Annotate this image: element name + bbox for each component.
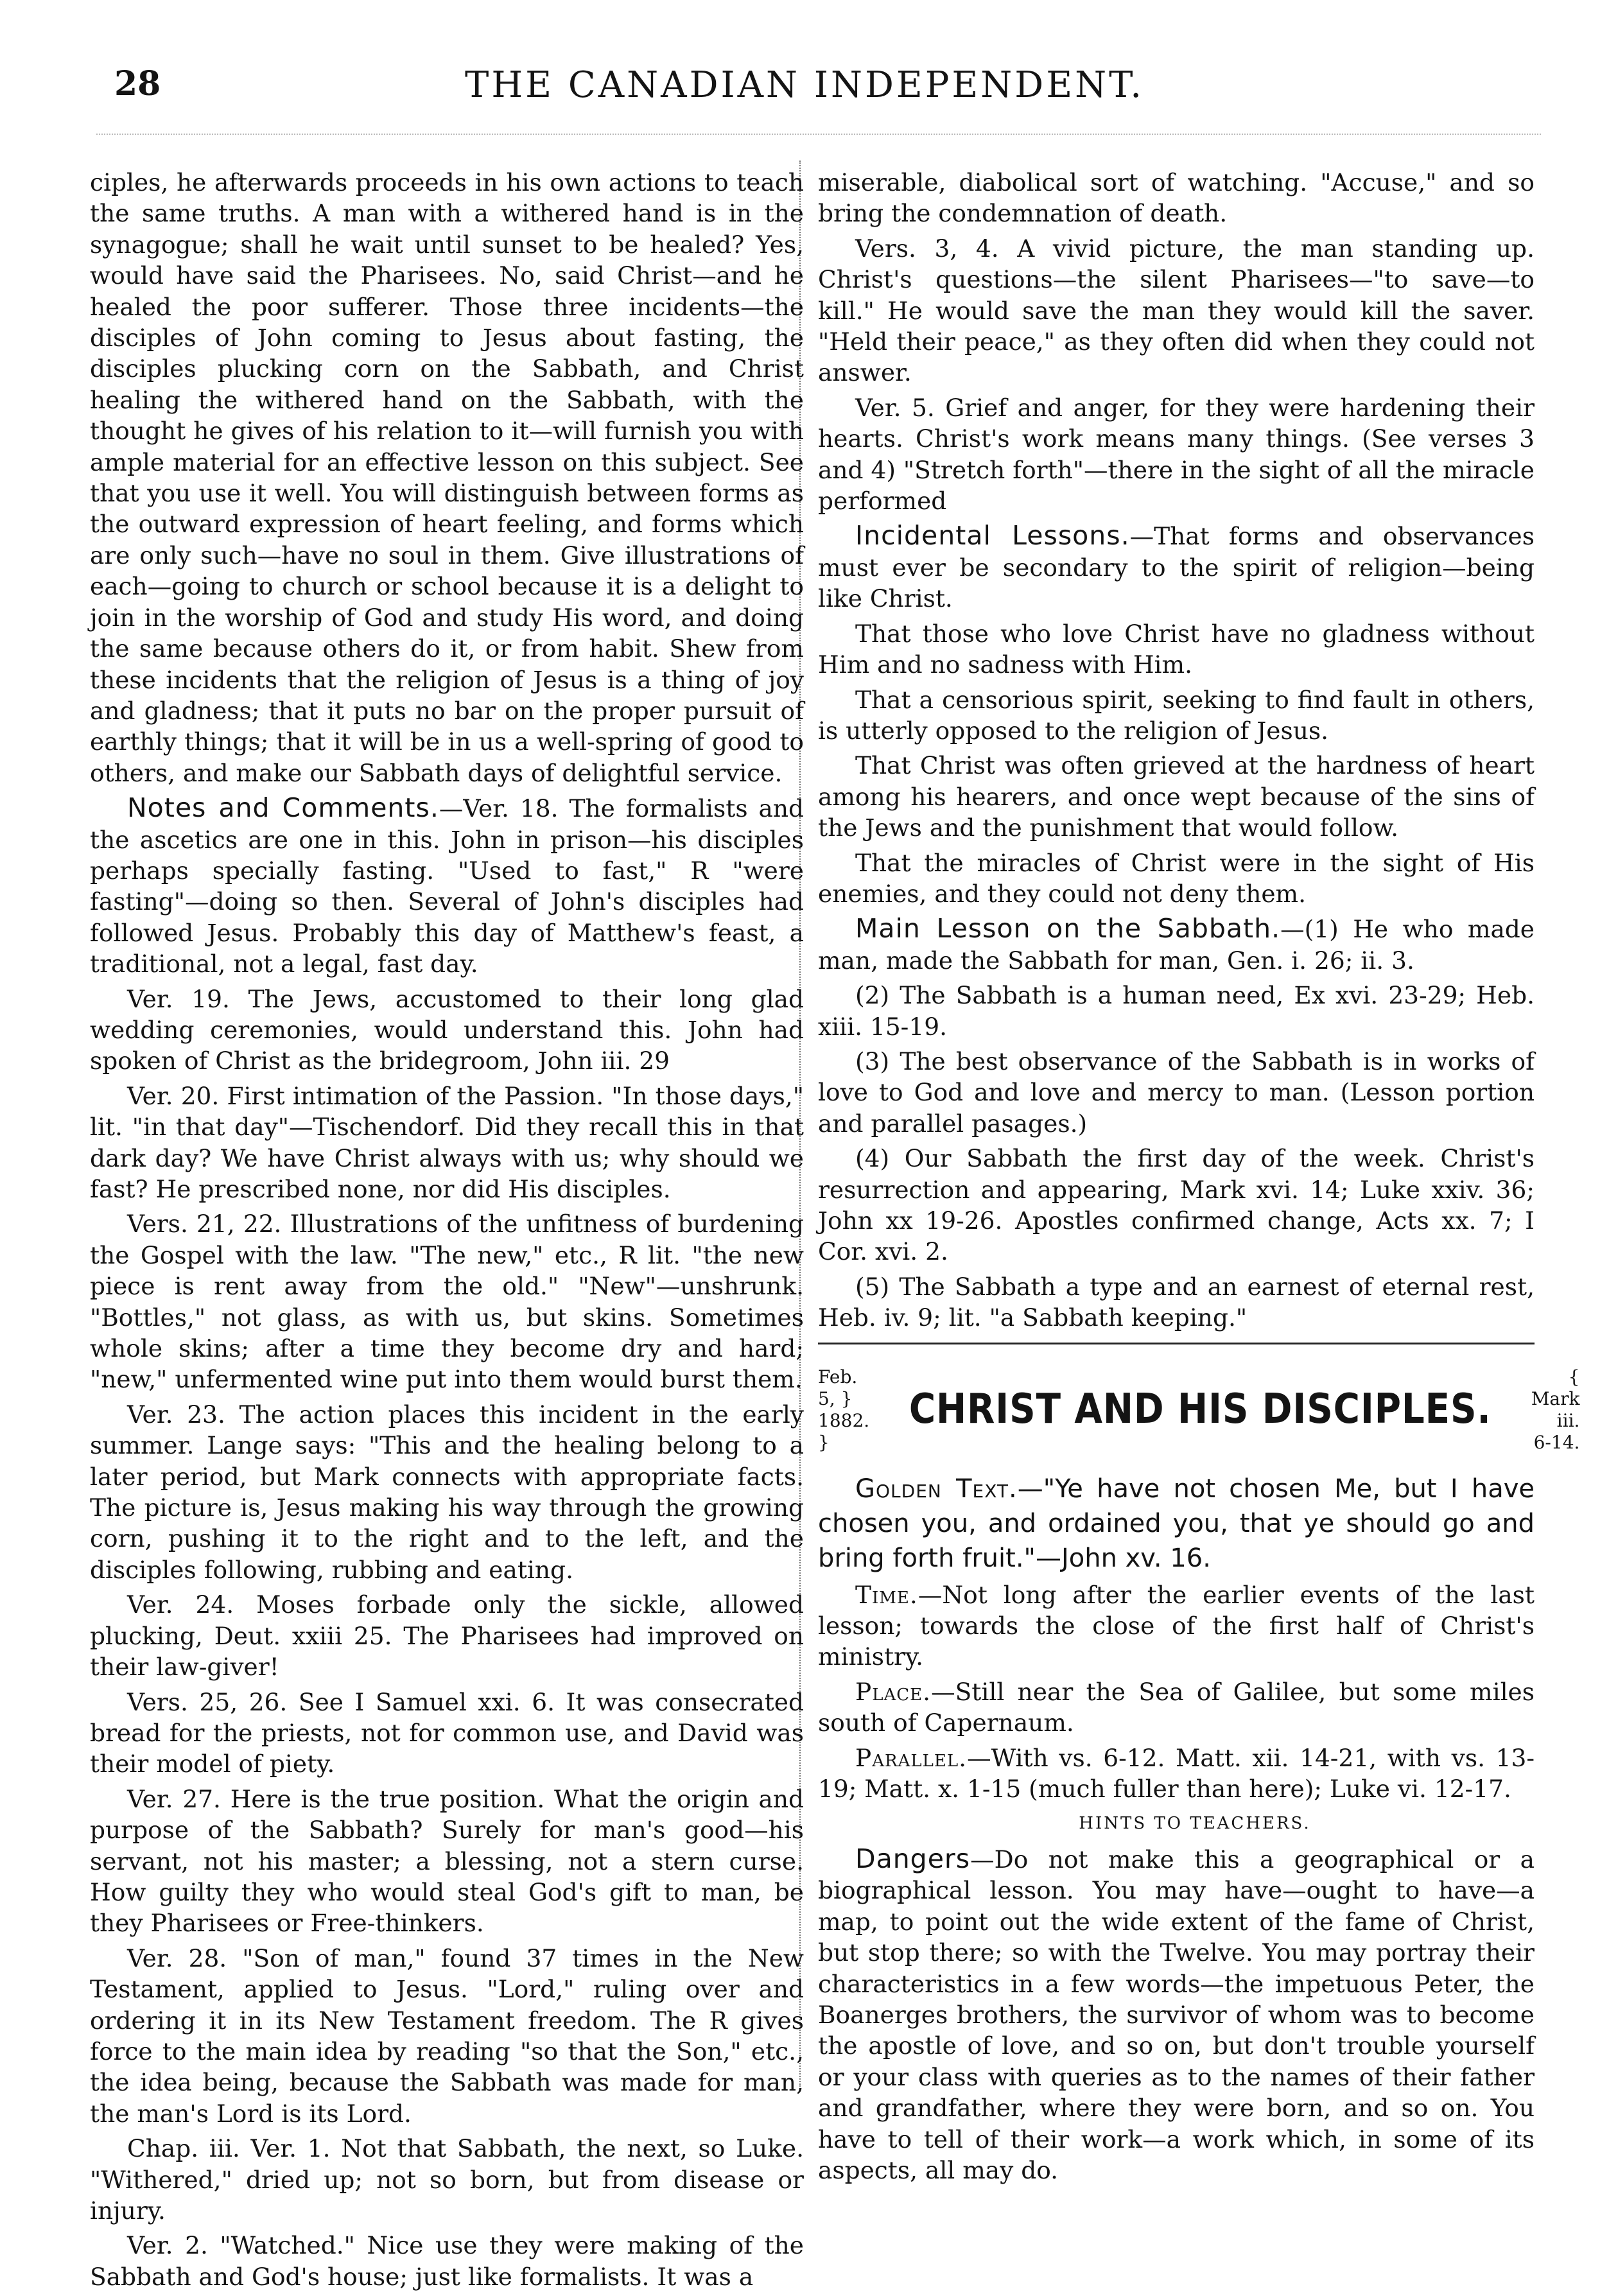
paragraph: (3) The best observance of the Sabbath is in works of love to God and love and mercy to man. (Lesson portion and parallel pasages.) [818,1047,1535,1138]
paragraph: That Christ was often grieved at the hardness of heart among his hearers, and once wept because of the sins of the Jews and the punishment that would follow. [818,751,1535,842]
lesson-reference: { Mark iii. 6-14. [1531,1366,1580,1453]
section-heading: Notes and Comments. [127,792,439,824]
right-column [818,167,1580,2189]
left-column [90,167,804,2296]
parallel-paragraph: Parallel.—With vs. 6-12. Matt. xii. 14-21, with vs. 13-19; Matt. x. 1-15 (much fuller than here); Luke vi. 12-17. [818,1743,1535,1804]
paragraph: Ver. 24. Moses forbade only the sickle, allowed plucking, Deut. xxiii 25. The Pharisees had improved on their law-giver! [90,1590,804,1682]
paragraph: Ver. 5. Grief and anger, for they were hardening their hearts. Christ's work means many things. (See verses 3 and 4) "Stretch forth"—there in the sight of all the miracle performed [818,393,1535,516]
section-heading: Incidental Lessons. [855,520,1130,552]
time-paragraph: Time.—Not long after the earlier events of the last lesson; towards the close of the first half of Christ's ministry. [818,1580,1535,1671]
paragraph: miserable, diabolical sort of watching. "Accuse," and so bring the condemnation of death. [818,168,1535,228]
paragraph: Incidental Lessons.—That forms and observances must ever be secondary to the spirit of religion—being like Christ. [818,520,1535,613]
paragraph: Notes and Comments.—Ver. 18. The formalists and the ascetics are one in this. John in prison—his disciples perhaps specially fasting. "Used to fast," R "were fasting"—doing so then. Several of John's disciples had followed Jesus. Probably this day of Matthew's feast, a traditional, not a legal, fast day. [90,792,804,978]
section-heading: Main Lesson on the Sabbath. [855,913,1281,944]
paragraph: Ver. 2. "Watched." Nice use they were making of the Sabbath and God's house; just like formalists. It was a [90,2231,804,2291]
paragraph: Ver. 28. "Son of man," found 37 times in the New Testament, applied to Jesus. "Lord," ruling over and ordering it in its New Testament freedom. The R gives force to the main idea by reading "so that the Son," etc., the idea being, because the Sabbath was made for man, the man's Lord is its Lord. [90,1944,804,2128]
place-paragraph: Place.—Still near the Sea of Galilee, but some miles south of Capernaum. [818,1677,1535,1737]
paragraph: That the miracles of Christ were in the sight of His enemies, and they could not deny them. [818,848,1535,908]
lesson-header [818,1366,1580,1454]
masthead-title: THE CANADIAN INDEPENDENT. [464,64,1144,106]
paragraph: That those who love Christ have no gladness without Him and no sadness with Him. [818,619,1535,679]
paragraph: That a censorious spirit, seeking to find fault in others, is utterly opposed to the religion of Jesus. [818,685,1535,745]
paragraph: Vers. 3, 4. A vivid picture, the man standing up. Christ's questions—the silent Pharisees—"to save—to kill." He would save the man they would kill the saver. "Held their peace," as they often did when they could not answer. [818,234,1535,387]
paragraph: ciples, he afterwards proceeds in his own actions to teach the same truths. A man with a withered hand is in the synagogue; shall he wait until sunset to be healed? Yes, would have said the Pharisees. No, said Christ—and he healed the poor sufferer. Those three incidents—the disciples of John coming to Jesus about fasting, the disciples plucking corn on the Sabbath, and Christ healing the withered hand on the Sabbath, with the thought he gives of his relation to it—will furnish you with ample material for an effective lesson on this subject. See that you use it well. You will distinguish between forms as the outward expression of heart feeling, and forms which are only such—have no soul in them. Give illustrations of each—going to church or school because it is a delight to join in the worship of God and study His word, and doing the same because others do it, or from habit. Shew from these incidents that the religion of Jesus is a thing of joy and gladness; that it puts no bar on the proper pursuit of earthly things; that it will be in us a well-spring of good to others, and make our Sabbath days of delightful service. [90,168,804,787]
paragraph: Chap. iii. Ver. 1. Not that Sabbath, the next, so Luke. "Withered," dried up; not so born, but from disease or injury. [90,2134,804,2225]
dangers-paragraph: Dangers—Do not make this a geographical or a biographical lesson. You may have—ought to have—a map, to point out the wide extent of the fame of Christ, but stop there; so with the Twelve. You may portray their characteristics in a few words—the impetuous Peter, the Boanerges brothers, the survivor of whom was to become the apostle of love, and so on, but don't trouble yourself or your class with queries as to the names of their father and grandfather, where they were born, and so on. You have to tell of their work—a work which, in some of its aspects, all may do. [818,1843,1535,2184]
page-number: 28 [114,64,161,103]
paragraph: Ver. 19. The Jews, accustomed to their long glad wedding ceremonies, would understand this. John had spoken of Christ as the bridegroom, John iii. 29 [90,984,804,1075]
lesson-date: Feb. 5, } 1882. } [818,1366,870,1453]
paragraph: Ver. 23. The action places this incident in the early summer. Lange says: "This and the healing belong to a later period, but Mark connects with appropriate facts. The picture is, Jesus making his way through the growing corn, pushing it to the right and to the left, and the disciples following, rubbing and eating. [90,1400,804,1584]
paragraph: (4) Our Sabbath the first day of the week. Christ's resurrection and appearing, Mark xvi. 14; Luke xxiv. 36; John xx 19-26. Apostles confirmed change, Acts xx. 7; I Cor. xvi. 2. [818,1144,1535,1266]
paragraph: Vers. 25, 26. See I Samuel xxi. 6. It was consecrated bread for the priests, not for common use, and David was their model of piety. [90,1687,804,1779]
paragraph: Vers. 21, 22. Illustrations of the unfitness of burdening the Gospel with the law. "The new," etc., R lit. "the new piece is rent away from the old." "New"—unshrunk. "Bottles," not glass, as with us, but skins. Sometimes whole skins; after a time they become dry and hard; "new," unfermented wine put into them would burst them. [90,1210,804,1394]
header-rule [96,134,1541,139]
paragraph: Ver. 20. First intimation of the Passion. "In those days," lit. "in that day"—Tischendorf. Did they recall this in that dark day? We have Christ always with us; why should we fast? He prescribed none, nor did His disciples. [90,1081,804,1203]
hints-heading: HINTS TO TEACHERS. [1079,1814,1311,1834]
paragraph: (5) The Sabbath a type and an earnest of eternal rest, Heb. iv. 9; lit. "a Sabbath keeping." [818,1272,1535,1332]
lesson-title: CHRIST AND HIS DISCIPLES. [909,1386,1492,1434]
section-rule [818,1343,1535,1344]
golden-text: Golden Text.—"Ye have not chosen Me, but I have chosen you, and ordained you, that ye should go and bring forth fruit."—John xv. 16. [818,1474,1535,1573]
section-heading: Dangers [855,1843,971,1874]
paragraph: (2) The Sabbath is a human need, Ex xvi. 23-29; Heb. xiii. 15-19. [818,981,1535,1041]
paragraph: Ver. 27. Here is the true position. What the origin and purpose of the Sabbath? Surely for man's good—his servant, not his master; a blessing, not a stern curse. How guilty they who would steal God's gift to man, be they Pharisees or Free-thinkers. [90,1784,804,1938]
paragraph: Main Lesson on the Sabbath.—(1) He who made man, made the Sabbath for man, Gen. i. 26; ii. 3. [818,913,1535,975]
